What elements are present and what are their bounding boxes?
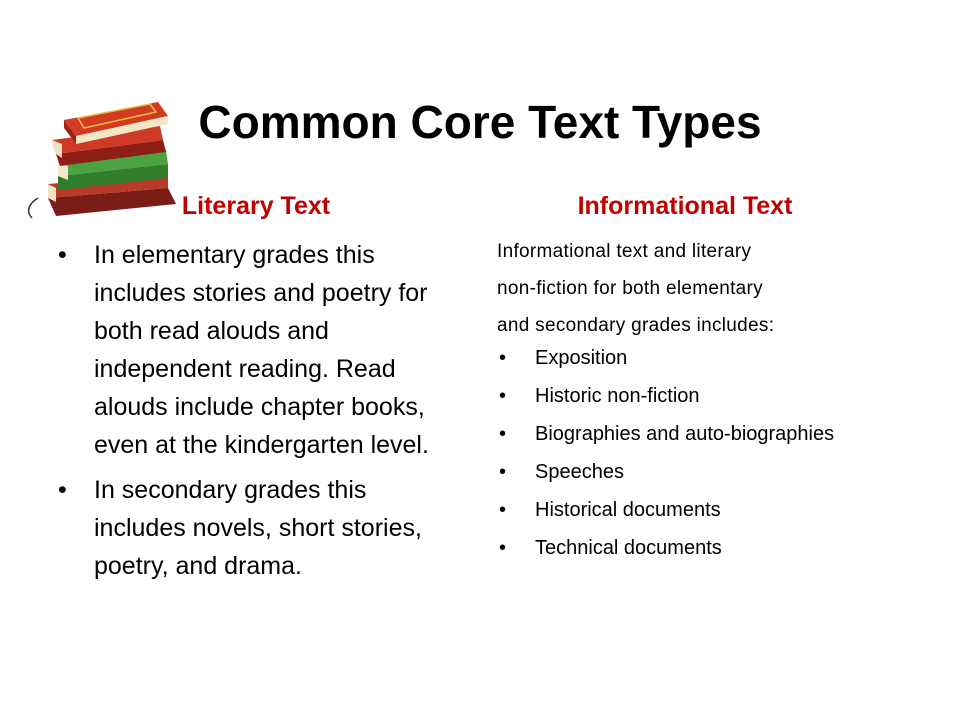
list-item: • Exposition — [497, 346, 917, 370]
intro-line: non-fiction for both elementary — [497, 278, 763, 299]
literary-bullet-list — [58, 236, 458, 592]
list-item: • In secondary grades this includes novels, short stories, poetry, and drama. — [58, 471, 458, 585]
list-item: • Historic non-fiction — [497, 384, 917, 408]
intro-line: and secondary grades includes: — [497, 315, 775, 336]
list-item: • Technical documents — [497, 536, 917, 560]
informational-text-heading: Informational Text — [577, 192, 793, 220]
list-item: • In elementary grades this includes stories and poetry for both read alouds and independent reading. Read alouds include chapter books, even at the kindergarten level. — [58, 236, 458, 464]
list-item: • Speeches — [497, 460, 917, 484]
informational-bullet-list — [497, 346, 917, 574]
informational-intro — [497, 233, 917, 344]
intro-line: Informational text and literary — [497, 241, 752, 262]
list-item: • Biographies and auto-biographies — [497, 422, 917, 446]
slide-title: Common Core Text Types — [198, 96, 762, 148]
literary-text-heading: Literary Text — [181, 192, 331, 220]
list-item: • Historical documents — [497, 498, 917, 522]
